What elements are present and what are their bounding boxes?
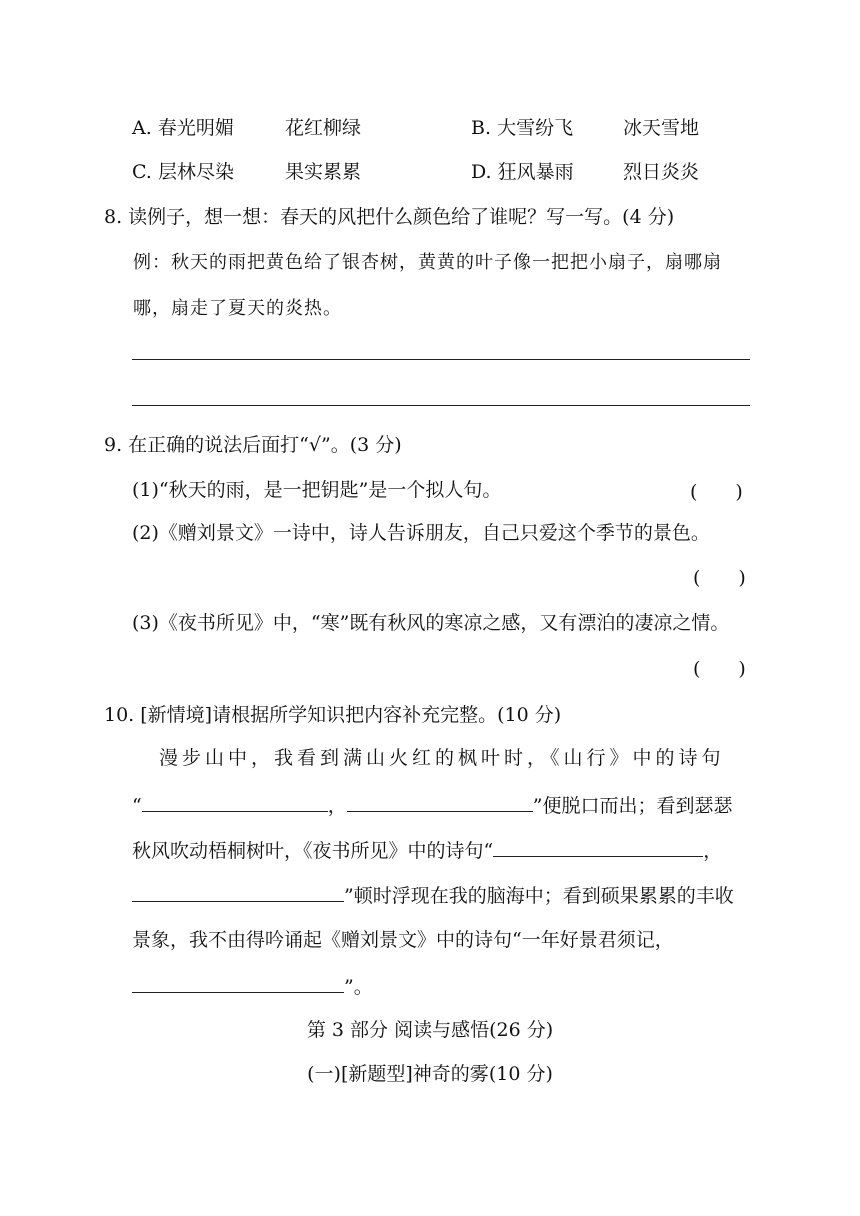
shanxing-blank-2[interactable] [347,791,533,812]
q10-line5: 景象，我不由得吟诵起《赠刘景文》中的诗句“一年好景君须记， [132,929,674,951]
option-d [471,159,574,185]
yeshusuojian-blank-1[interactable] [493,836,703,857]
part3-title: 第 3 部分 阅读与感悟(26 分) [306,1019,554,1041]
q10-line2-open-quote: “ [132,795,142,817]
q10-line3-start: 秋风吹动梧桐树叶，《夜书所见》中的诗句“ [132,840,494,862]
q8-answer-line-2[interactable] [132,405,750,406]
part3-subtitle-score: (10 分) [488,1063,553,1085]
option-a-letter: A. [132,117,152,139]
q8-example-line2: 哪，扇走了夏天的炎热。 [133,298,342,319]
option-b-word1: 大雪纷飞 [497,117,574,139]
q9-item2-answer-paren[interactable]: ( ) [693,567,746,589]
q9-item3-answer-paren[interactable]: ( ) [693,658,746,680]
zengliujingwen-blank[interactable] [132,972,344,993]
q10-line4-end: ”顿时浮现在我的脑海中；看到硕果累累的丰收 [344,885,734,907]
option-a-word1: 春光明媚 [157,117,234,139]
option-d-word1: 狂风暴雨 [497,161,574,183]
q10-line3 [132,836,722,864]
yeshusuojian-blank-2[interactable] [132,881,344,902]
q10-line4 [132,881,734,909]
option-b-letter: B. [471,117,492,139]
option-a-word2: 花红柳绿 [285,117,362,139]
q10-line2-end: ”便脱口而出；看到瑟瑟 [532,795,733,817]
q10-line2-comma: ， [327,795,347,817]
q10-stem: 10. [新情境]请根据所学知识把内容补充完整。(10 分) [104,704,562,726]
q9-item1-answer-paren[interactable]: ( ) [690,481,743,503]
option-b-word2: 冰天雪地 [623,117,700,139]
q10-line3-comma: ， [703,840,723,862]
q8-stem: 8. 读例子，想一想：春天的风把什么颜色给了谁呢？写一写。(4 分) [104,206,675,228]
q8-answer-line-1[interactable] [132,359,750,360]
q9-stem: 9. 在正确的说法后面打“√”。(3 分) [104,434,402,456]
shanxing-blank-1[interactable] [142,791,328,812]
option-c-letter: C. [132,161,152,183]
option-d-word2: 烈日炎炎 [623,161,700,183]
option-c [132,159,234,185]
q9-item3: (3)《夜书所见》中，“寒”既有秋风的寒凉之感，又有漂泊的凄凉之情。 [132,612,730,634]
option-a [132,115,234,141]
option-c-word1: 层林尽染 [157,161,234,183]
option-c-word2: 果实累累 [285,161,362,183]
option-d-letter: D. [471,161,492,183]
q9-item1: (1)“秋天的雨，是一把钥匙”是一个拟人句。 [132,479,502,501]
option-b [471,115,573,141]
q9-item2: (2)《赠刘景文》一诗中，诗人告诉朋友，自己只爱这个季节的景色。 [132,522,710,544]
q10-line2 [132,791,732,819]
part3-subtitle-prefix: (一)[新题型] [307,1063,413,1085]
q10-line6 [132,972,373,1000]
q10-line1: 漫步山中，我看到满山火红的枫叶时，《山行》中的诗句 [159,747,725,769]
q10-line6-end: ”。 [344,976,373,998]
part3-subtitle [0,1061,860,1087]
passage-title: 神奇的雾 [412,1063,489,1085]
q8-example-line1: 例：秋天的雨把黄色给了银杏树，黄黄的叶子像一把把小扇子，扇哪扇 [133,252,722,273]
